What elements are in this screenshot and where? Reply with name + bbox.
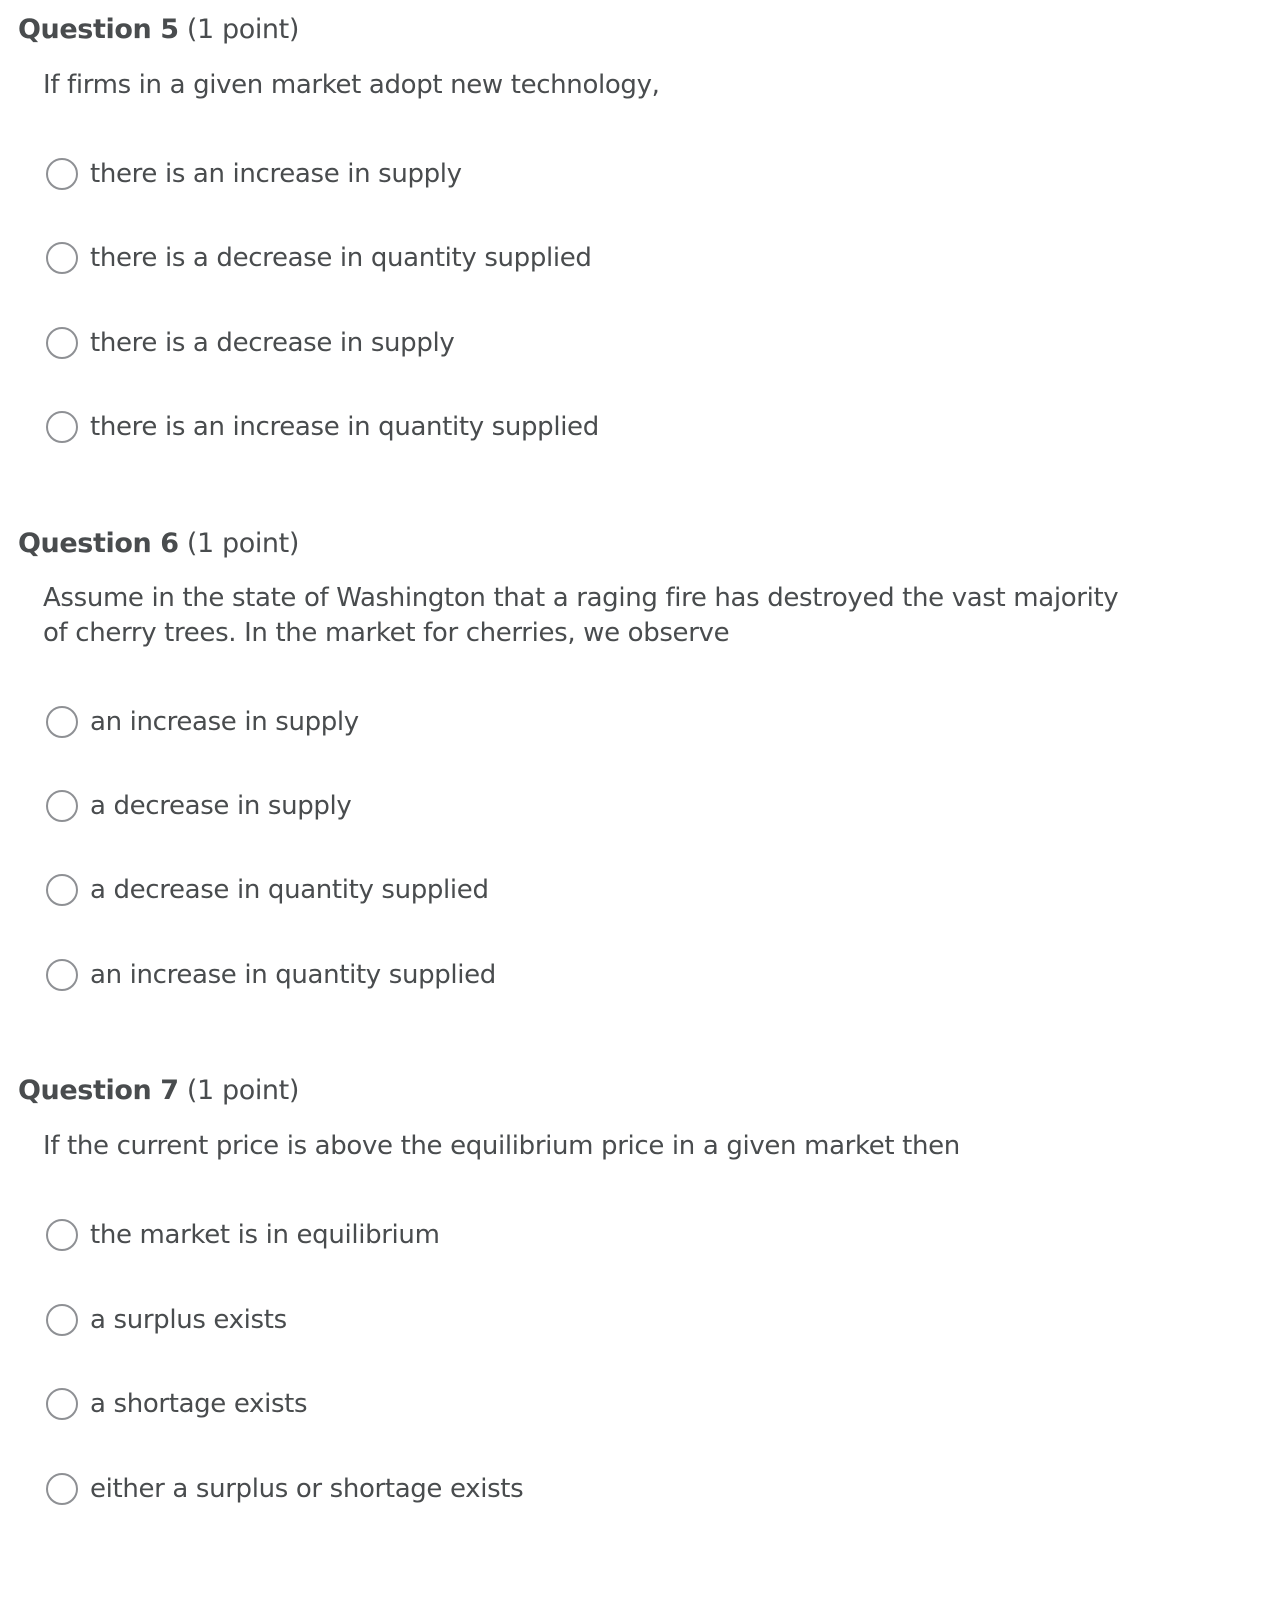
radio-button[interactable] xyxy=(46,1388,78,1420)
question-header xyxy=(18,524,299,564)
option-label[interactable]: there is an increase in quantity supplied xyxy=(90,412,599,442)
question-header xyxy=(18,10,299,50)
radio-button[interactable] xyxy=(46,411,78,443)
radio-button[interactable] xyxy=(46,158,78,190)
radio-button[interactable] xyxy=(46,706,78,738)
radio-button[interactable] xyxy=(46,1304,78,1336)
option-label[interactable]: a decrease in supply xyxy=(90,791,352,821)
radio-button[interactable] xyxy=(46,1219,78,1251)
prompt-line: of cherry trees. In the market for cherries, we observe xyxy=(43,618,730,648)
prompt-line: If firms in a given market adopt new technology, xyxy=(43,70,660,100)
answer-option[interactable] xyxy=(46,323,454,363)
question-prompt xyxy=(43,68,1123,103)
radio-button[interactable] xyxy=(46,327,78,359)
question-prompt xyxy=(43,1129,1123,1164)
answer-option[interactable] xyxy=(46,238,592,278)
option-label[interactable]: a surplus exists xyxy=(90,1305,287,1335)
answer-option[interactable] xyxy=(46,1300,287,1340)
answer-option[interactable] xyxy=(46,1215,440,1255)
question-points: (1 point) xyxy=(186,14,299,45)
option-label[interactable]: a shortage exists xyxy=(90,1389,308,1419)
answer-option[interactable] xyxy=(46,955,496,995)
answer-option[interactable] xyxy=(46,1384,307,1424)
answer-option[interactable] xyxy=(46,154,462,194)
question-title: Question 5 xyxy=(18,14,179,45)
answer-option[interactable] xyxy=(46,702,359,742)
option-label[interactable]: an increase in quantity supplied xyxy=(90,960,496,990)
answer-option[interactable] xyxy=(46,786,351,826)
option-label[interactable]: there is a decrease in quantity supplied xyxy=(90,243,592,273)
question-prompt xyxy=(43,581,1123,651)
question-title: Question 6 xyxy=(18,528,179,559)
option-label[interactable]: there is an increase in supply xyxy=(90,159,462,189)
radio-button[interactable] xyxy=(46,242,78,274)
answer-option[interactable] xyxy=(46,407,599,447)
question-points: (1 point) xyxy=(186,1075,299,1106)
prompt-line: If the current price is above the equilibrium price in a given market then xyxy=(43,1131,960,1161)
radio-button[interactable] xyxy=(46,1473,78,1505)
radio-button[interactable] xyxy=(46,959,78,991)
question-header xyxy=(18,1071,299,1111)
question-points: (1 point) xyxy=(186,528,299,559)
option-label[interactable]: either a surplus or shortage exists xyxy=(90,1474,524,1504)
question-title: Question 7 xyxy=(18,1075,179,1106)
radio-button[interactable] xyxy=(46,790,78,822)
option-label[interactable]: there is a decrease in supply xyxy=(90,328,455,358)
answer-option[interactable] xyxy=(46,1469,523,1509)
prompt-line: Assume in the state of Washington that a raging fire has destroyed the vast majority xyxy=(43,583,1119,613)
radio-button[interactable] xyxy=(46,874,78,906)
answer-option[interactable] xyxy=(46,870,489,910)
option-label[interactable]: an increase in supply xyxy=(90,707,359,737)
option-label[interactable]: the market is in equilibrium xyxy=(90,1220,440,1250)
option-label[interactable]: a decrease in quantity supplied xyxy=(90,875,489,905)
